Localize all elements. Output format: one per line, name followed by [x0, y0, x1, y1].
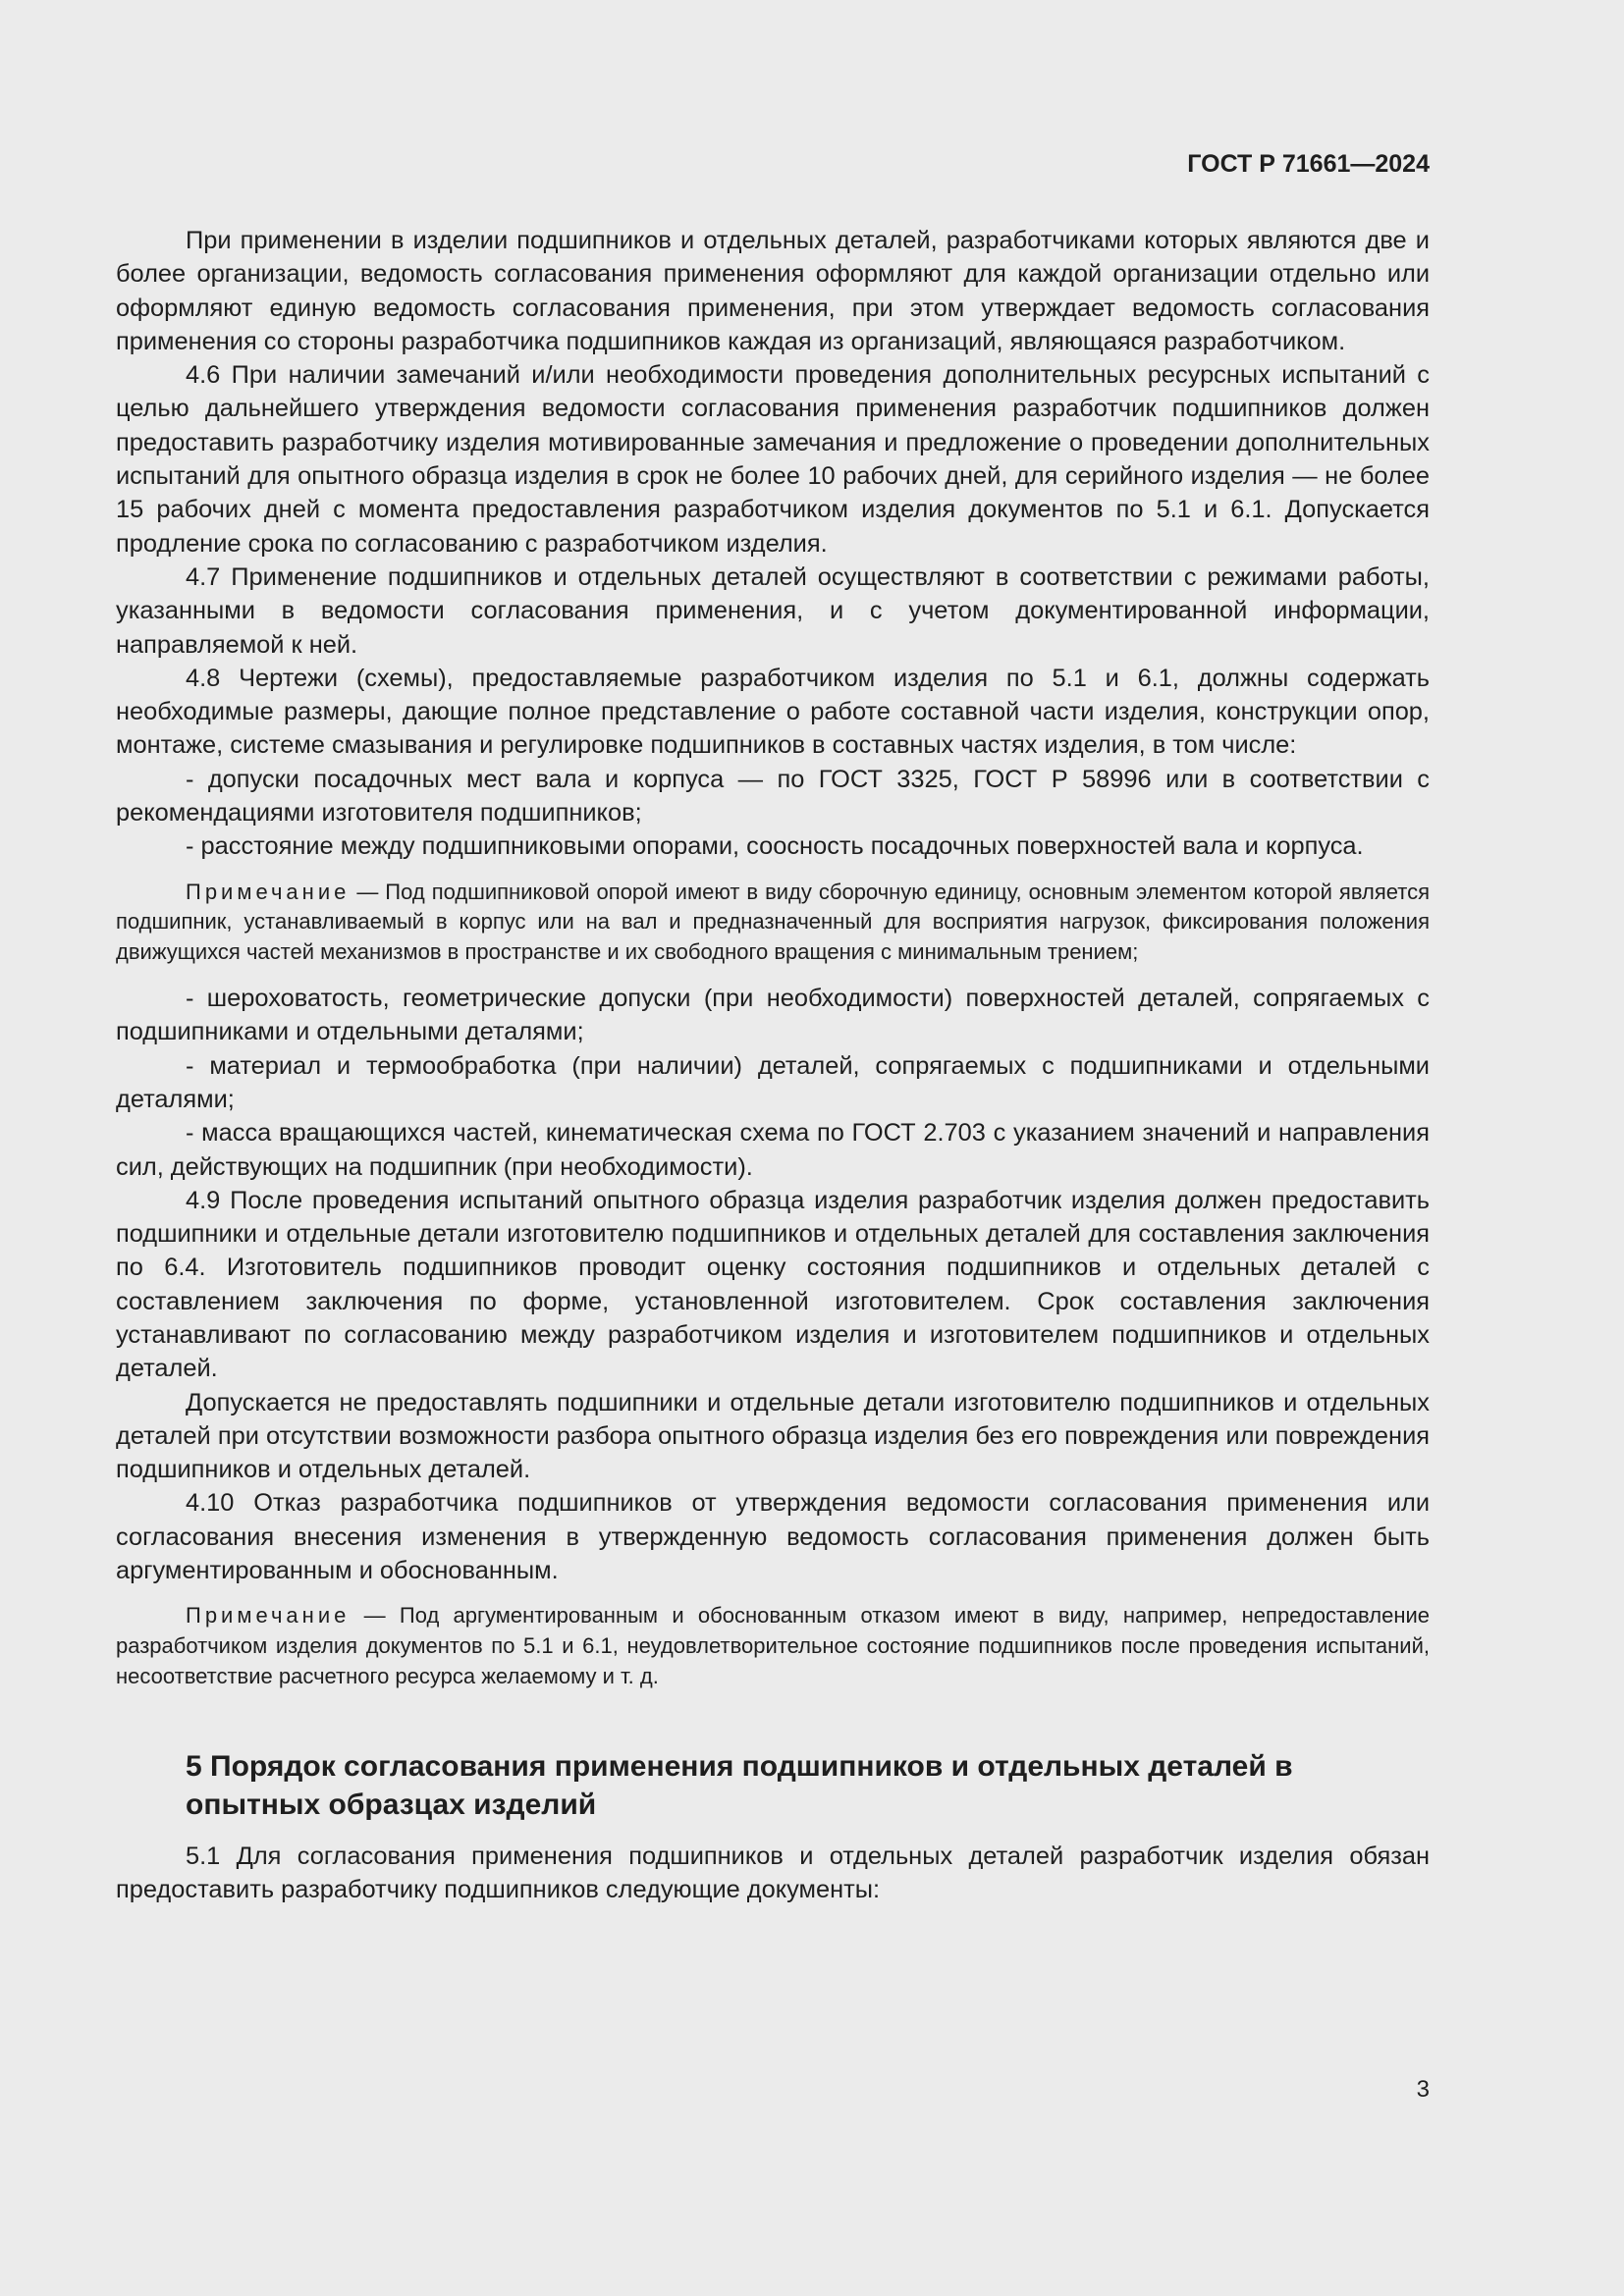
document-code-header: ГОСТ Р 71661—2024	[1187, 150, 1430, 178]
list-item: - расстояние между подшипниковыми опорами, соосность посадочных поверхностей вала и корпуса.	[186, 832, 1364, 861]
list-item: - шероховатость, геометрические допуски (при необходимости) поверхностей деталей, сопрягаемых с подшипниками и отдельными деталями;	[116, 985, 1430, 1046]
note-text: — Под аргументированным и обоснованным отказом имеют в виду, например, непредоставление разработчиком изделия документов по 5.1 и 6.1, неудовлетворительное состояние подшипников после проведения испытаний, несоответствие расчетного ресурса желаемому и т. д.	[116, 1603, 1430, 1688]
list-item: - масса вращающихся частей, кинематическая схема по ГОСТ 2.703 с указанием значений и направления сил, действующих на подшипник (при необходимости).	[116, 1119, 1430, 1181]
document-page	[116, 0, 1430, 2296]
section-heading: 5 Порядок согласования применения подшипников и отдельных деталей в опытных образцах изделий	[186, 1749, 1293, 1821]
clause-4-9: 4.9 После проведения испытаний опытного образца изделия разработчик изделия должен предоставить подшипники и отдельные детали изготовителю подшипников и отдельных деталей для составления заключения по 6.4. Изготовитель подшипников проводит оценку состояния подшипников и отдельных деталей с составлением заключения по форме, установленной изготовителем. Срок составления заключения устанавливают по согласованию между разработчиком изделия и изготовителем подшипников и отдельных деталей.	[116, 1186, 1430, 1383]
clause-4-10: 4.10 Отказ разработчика подшипников от утверждения ведомости согласования применения или согласования внесения изменения в утвержденную ведомость согласования применения должен быть аргументированным и обоснованным.	[116, 1489, 1430, 1585]
note	[116, 878, 1430, 968]
document-body	[116, 224, 1430, 1906]
page-number: 3	[1416, 2076, 1430, 2103]
paragraph: Допускается не предоставлять подшипники и отдельные детали изготовителю подшипников и отдельных деталей при отсутствии возможности разбора опытного образца изделия без его повреждения или повреждения подшипников и отдельных деталей.	[116, 1388, 1430, 1484]
clause-4-6: 4.6 При наличии замечаний и/или необходимости проведения дополнительных ресурсных испытаний с целью дальнейшего утверждения ведомости согласования применения разработчик подшипников должен предоставить разработчику изделия мотивированные замечания и предложение о проведении дополнительных испытаний для опытного образца изделия в срок не более 10 рабочих дней, для серийного изделия — не более 15 рабочих дней с момента предоставления разработчиком изделия документов по 5.1 и 6.1. Допускается продление срока по согласованию с разработчиком изделия.	[116, 361, 1430, 558]
note-text: — Под подшипниковой опорой имеют в виду сборочную единицу, основным элементом которой является подшипник, устанавливаемый в корпус или на вал и предназначенный для восприятия нагрузок, фиксирования положения движущихся частей механизмов в пространстве и их свободного вращения с минимальным трением;	[116, 879, 1430, 965]
clause-4-8: 4.8 Чертежи (схемы), предоставляемые разработчиком изделия по 5.1 и 6.1, должны содержать необходимые размеры, дающие полное представление о работе составной части изделия, конструкции опор, монтаже, системе смазывания и регулировке подшипников в составных частях изделия, в том числе:	[116, 664, 1430, 760]
paragraph: При применении в изделии подшипников и отдельных деталей, разработчиками которых являются две и более организации, ведомость согласования применения оформляют для каждой организации отдельно или оформляют единую ведомость согласования применения, при этом утверждает ведомость согласования применения со стороны разработчика подшипников каждая из организаций, являющаяся разработчиком.	[116, 227, 1430, 355]
list-item: - материал и термообработка (при наличии) деталей, сопрягаемых с подшипниками и отдельными деталями;	[116, 1051, 1430, 1113]
note-label: Примечание	[186, 1603, 351, 1629]
note	[116, 1601, 1430, 1691]
clause-4-7: 4.7 Применение подшипников и отдельных деталей осуществляют в соответствии с режимами работы, указанными в ведомости согласования применения, и с учетом документированной информации, направляемой к ней.	[116, 562, 1430, 659]
clause-5-1: 5.1 Для согласования применения подшипников и отдельных деталей разработчик изделия обязан предоставить разработчику подшипников следующие документы:	[116, 1842, 1430, 1904]
note-label: Примечание	[186, 879, 351, 904]
list-item: - допуски посадочных мест вала и корпуса — по ГОСТ 3325, ГОСТ Р 58996 или в соответствии с рекомендациями изготовителя подшипников;	[116, 765, 1430, 828]
